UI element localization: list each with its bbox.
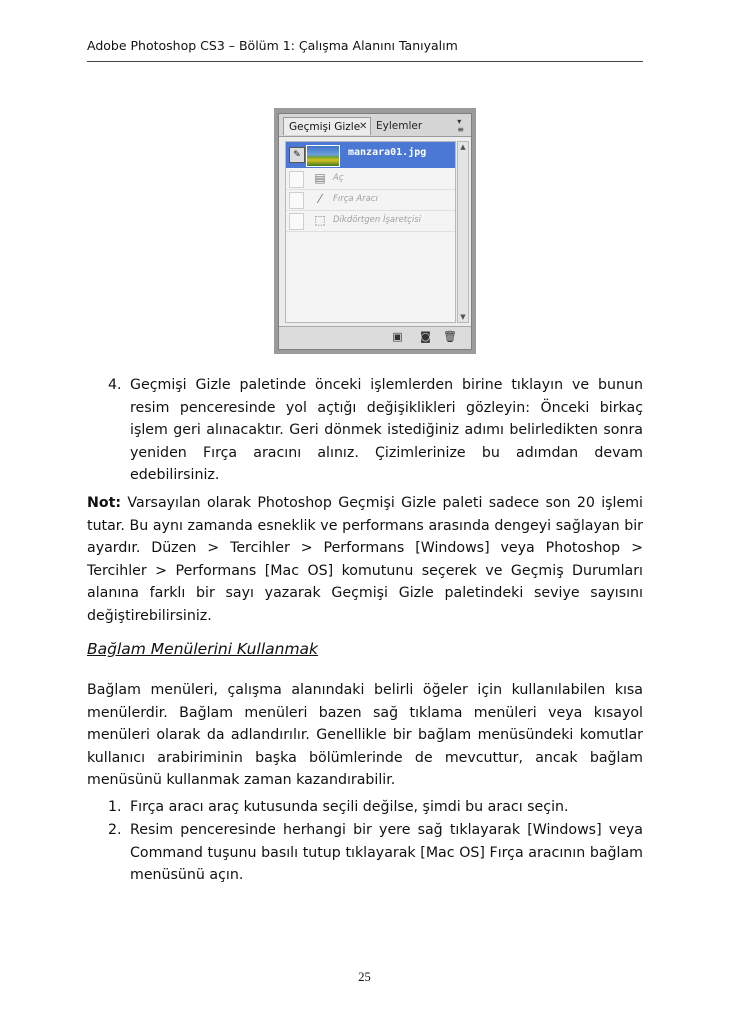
history-item[interactable] bbox=[286, 190, 455, 211]
history-brush-source-icon[interactable]: ✎ bbox=[289, 147, 305, 163]
step-list-a bbox=[108, 374, 643, 487]
brush-icon: ⁄ bbox=[318, 192, 321, 206]
header-rule bbox=[87, 61, 643, 62]
tab-history[interactable] bbox=[283, 117, 371, 135]
palette-scrollbar[interactable] bbox=[457, 141, 469, 323]
history-item-label: Aç bbox=[333, 173, 344, 183]
section-heading: Bağlam Menülerini Kullanmak bbox=[87, 640, 319, 658]
new-document-from-state-icon[interactable]: ▣ bbox=[392, 330, 403, 343]
snapshot-label: manzara01.jpg bbox=[348, 147, 427, 158]
tab-history-label: Geçmişi Gizle bbox=[289, 121, 361, 133]
history-item[interactable] bbox=[286, 169, 455, 190]
history-palette-figure bbox=[274, 108, 476, 354]
history-source-checkbox[interactable] bbox=[289, 192, 304, 209]
history-list bbox=[285, 141, 456, 323]
step-list-b-item bbox=[108, 796, 643, 819]
palette-bottom-bar bbox=[279, 326, 471, 349]
list-item-text: Geçmişi Gizle paletinde önceki işlemlerden birine tıklayın ve bunun resim penceresinde yol açtığı değişiklikleri gözleyin: Önceki birkaç işlem geri alınacaktır. Geri dönmek istediğiniz adımı belirledikten sonra yeniden Fırça aracını alınız. Çizimlerinize bu adımdan devam edebilirsiniz. bbox=[130, 377, 643, 484]
marquee-icon: ⬚ bbox=[314, 213, 326, 227]
note-paragraph bbox=[87, 492, 643, 628]
note-text: Varsayılan olarak Photoshop Geçmişi Gizle paleti sadece son 20 işlemi tutar. Bu aynı zamanda esneklik ve performans arasında dengeyi sağlayan bir ayardır. Düzen > Tercihler > Performans [Windows] veya Photoshop > Tercihler > Performans [Mac OS] komutunu seçerek ve Geçmiş Durumları alanına farklı bir sayı yazarak Geçmişi Gizle paletindeki seviye sayısını değiştirebilirsiniz. bbox=[87, 495, 643, 624]
page-number: 25 bbox=[358, 970, 371, 984]
step-list-b-item bbox=[108, 819, 643, 887]
scroll-down-icon[interactable]: ▼ bbox=[460, 313, 466, 321]
palette-tab-bar bbox=[279, 114, 471, 137]
history-item-label: Fırça Aracı bbox=[333, 194, 378, 204]
list-number: 4. bbox=[108, 377, 122, 393]
history-item[interactable] bbox=[286, 211, 455, 232]
intro-paragraph: Bağlam menüleri, çalışma alanındaki belirli öğeler için kullanılabilen kısa menülerdir. Bağlam menüleri bazen sağ tıklama menüleri veya kısayol menüleri olarak da adlandırılır. Genellikle bir bağlam menüsündeki komutlar kullanıcı arabiriminin başka bölümlerinde de mevcuttur, ancak bağlam menüsünü kullanmak zaman kazandırabilir. bbox=[87, 682, 643, 789]
document-icon: ▤ bbox=[314, 171, 326, 185]
list-item-text: Fırça aracı araç kutusunda seçili değilse, şimdi bu aracı seçin. bbox=[130, 799, 569, 815]
trash-icon[interactable]: 🗑 bbox=[443, 330, 457, 343]
history-source-checkbox[interactable] bbox=[289, 213, 304, 230]
running-header: Adobe Photoshop CS3 – Bölüm 1: Çalışma Alanını Tanıyalım bbox=[87, 38, 458, 53]
history-source-checkbox[interactable] bbox=[289, 171, 304, 188]
note-lead: Not: bbox=[87, 495, 122, 511]
tab-actions-label: Eylemler bbox=[376, 120, 423, 132]
list-item-text: Resim penceresinde herhangi bir yere sağ tıklayarak [Windows] veya Command tuşunu basılı tutup tıklayarak [Mac OS] Fırça aracının bağlam menüsünü açın. bbox=[130, 822, 643, 884]
list-number: 1. bbox=[108, 799, 122, 815]
scroll-up-icon[interactable]: ▲ bbox=[460, 143, 466, 151]
snapshot-thumbnail bbox=[306, 145, 340, 167]
history-item-label: Dikdörtgen İşaretçisi bbox=[333, 215, 421, 225]
history-palette bbox=[278, 113, 472, 350]
snapshot-row[interactable] bbox=[286, 142, 455, 168]
palette-menu-icon[interactable]: ▾ ≡ bbox=[457, 117, 464, 134]
camera-icon[interactable]: ◙ bbox=[420, 330, 431, 343]
tab-actions[interactable] bbox=[371, 117, 423, 135]
list-number: 2. bbox=[108, 822, 122, 838]
close-icon[interactable]: ✕ bbox=[359, 121, 368, 132]
